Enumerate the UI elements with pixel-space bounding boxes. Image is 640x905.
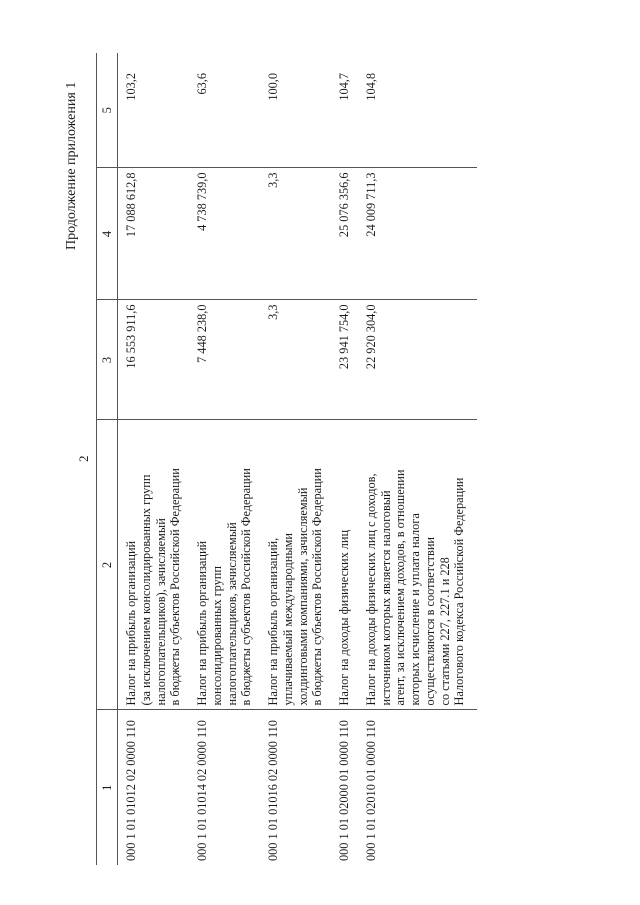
value-col3: 7 448 238,0	[189, 300, 260, 420]
value-col5: 104,7	[331, 53, 358, 168]
value-col5: 63,6	[189, 53, 260, 168]
column-header: 4	[97, 168, 118, 300]
continuation-label: Продолжение приложения 1	[64, 81, 79, 250]
value-col4: 24 009 711,3	[358, 168, 477, 300]
revenue-name: Налог на доходы физических лиц	[331, 420, 358, 710]
revenue-name: Налог на прибыль организаций (за исключением консолидированных групп налогоплательщиков), зачисляемый в бюджеты субъектов Российской Федерации	[118, 420, 190, 710]
value-col3: 3,3	[260, 300, 331, 420]
revenue-name: Налог на доходы физических лиц с доходов, источником которых является налоговый агент, за исключением доходов, в отношении которых исчисление и уплата налога осуществляются в соответствии со статьями 227, 227.1 и 228 Налогового кодекса Российской Федерации	[358, 420, 477, 710]
budget-code: 000 1 01 02000 01 0000 110	[337, 720, 351, 861]
budget-code: 000 1 01 02010 01 0000 110	[363, 720, 378, 861]
table-header-row	[97, 53, 118, 865]
table-row	[331, 53, 358, 865]
table-row	[358, 53, 477, 865]
table-row	[260, 53, 331, 865]
revenue-name: Налог на прибыль организаций, уплачиваемый международными холдинговыми компаниями, зачисляемый в бюджеты субъектов Российской Федерации	[260, 420, 331, 710]
table-row	[189, 53, 260, 865]
column-header: 5	[97, 53, 118, 168]
value-col5: 104,8	[358, 53, 477, 168]
value-col4: 3,3	[260, 168, 331, 300]
value-col5: 103,2	[118, 53, 190, 168]
value-col3: 23 941 754,0	[331, 300, 358, 420]
budget-code: 000 1 01 01016 02 0000 110	[266, 720, 280, 861]
column-header: 2	[97, 420, 118, 710]
value-col5: 100,0	[260, 53, 331, 168]
column-header: 1	[97, 710, 118, 865]
page-number: 2	[76, 455, 91, 462]
value-col4: 4 738 739,0	[189, 168, 260, 300]
value-col3: 22 920 304,0	[358, 300, 477, 420]
revenue-table	[96, 53, 477, 865]
table-row	[118, 53, 190, 865]
column-header: 3	[97, 300, 118, 420]
value-col4: 17 088 612,8	[118, 168, 190, 300]
budget-code: 000 1 01 01012 02 0000 110	[124, 720, 138, 861]
value-col4: 25 076 356,6	[331, 168, 358, 300]
value-col3: 16 553 911,6	[118, 300, 190, 420]
revenue-name: Налог на прибыль организаций консолидированных групп налогоплательщиков, зачисляемый в бюджеты субъектов Российской Федерации	[189, 420, 260, 710]
budget-code: 000 1 01 01014 02 0000 110	[195, 720, 209, 861]
